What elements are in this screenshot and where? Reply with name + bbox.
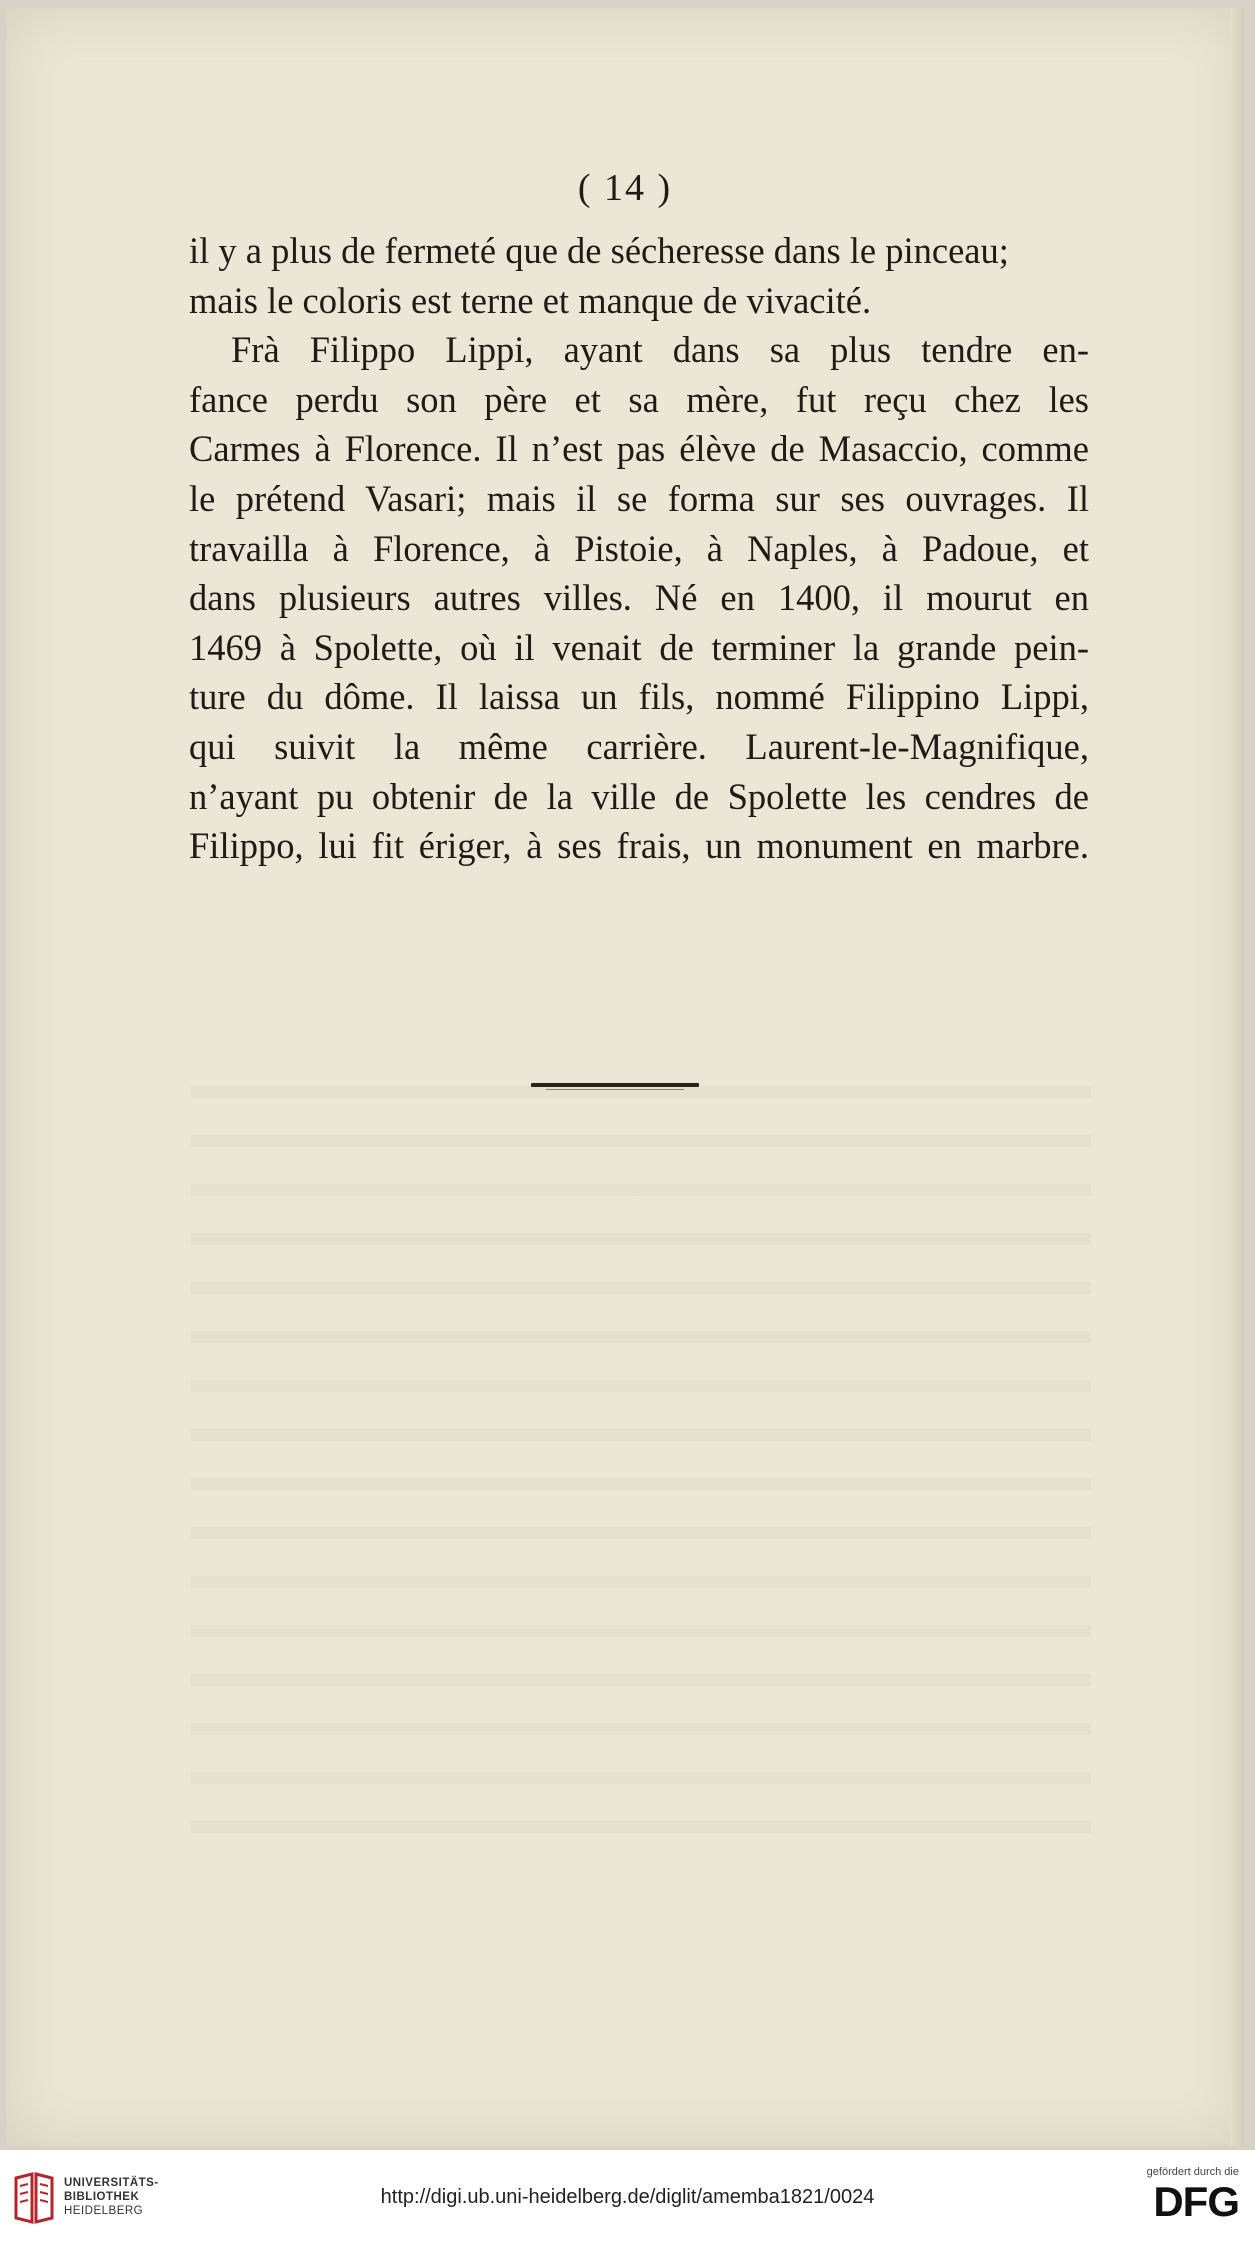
paragraph-2-line-2: fance perdu son père et sa mère, fut reçu chez les xyxy=(189,378,1089,420)
paragraph-2-line-4: le prétend Vasari; mais il se forma sur ses ouvrages. Il xyxy=(189,477,1089,519)
paragraph-2-line-10: n’ayant pu obtenir de la ville de Spolette les cendres de xyxy=(189,775,1089,817)
dfg-logo-icon: DFG xyxy=(1153,2178,1239,2225)
paragraph-2-line-5: travailla à Florence, à Pistoie, à Naples, à Padoue, et xyxy=(189,527,1089,569)
section-rule xyxy=(531,1083,699,1087)
paragraph-2-line-9: qui suivit la même carrière. Laurent-le-Magnifique, xyxy=(189,725,1089,767)
section-rule-thin xyxy=(546,1089,684,1090)
viewer-footer xyxy=(0,2150,1255,2245)
funding-credit xyxy=(1147,2166,1239,2224)
page-number: ( 14 ) xyxy=(577,167,673,209)
paragraph-2-line-1: Frà Filippo Lippi, ayant dans sa plus tendre en- xyxy=(231,329,1089,371)
permalink-url[interactable]: http://digi.ub.uni-heidelberg.de/diglit/amemba1821/0024 xyxy=(380,2186,875,2208)
paragraph-2-line-6: dans plusieurs autres villes. Né en 1400, il mourut en xyxy=(189,577,1089,619)
paragraph-2-line-3: Carmes à Florence. Il n’est pas élève de Masaccio, comme xyxy=(189,428,1089,470)
book-page xyxy=(6,8,1244,2146)
body-text xyxy=(189,226,1089,871)
paragraph-1-line-1: il y a plus de fermeté que de sécheresse dans le pinceau; xyxy=(189,230,1009,271)
paragraph-2-line-11: Filippo, lui fit ériger, à ses frais, un monument en marbre. xyxy=(189,825,1089,867)
paragraph-1-line-2: mais le coloris est terne et manque de vivacité. xyxy=(189,279,872,321)
paragraph-2-line-8: ture du dôme. Il laissa un fils, nommé Filippino Lippi, xyxy=(189,676,1089,718)
library-line-2: BIBLIOTHEK xyxy=(64,2191,140,2203)
library-line-1: UNIVERSITÄTS- xyxy=(64,2177,159,2189)
page-edge xyxy=(1230,8,1244,2146)
library-line-3: HEIDELBERG xyxy=(64,2205,144,2217)
show-through-texture xyxy=(191,1058,1091,1858)
funded-by-label: gefördert durch die xyxy=(1146,2166,1239,2178)
paragraph-2-line-7: 1469 à Spolette, où il venait de terminer la grande pein- xyxy=(189,626,1089,668)
